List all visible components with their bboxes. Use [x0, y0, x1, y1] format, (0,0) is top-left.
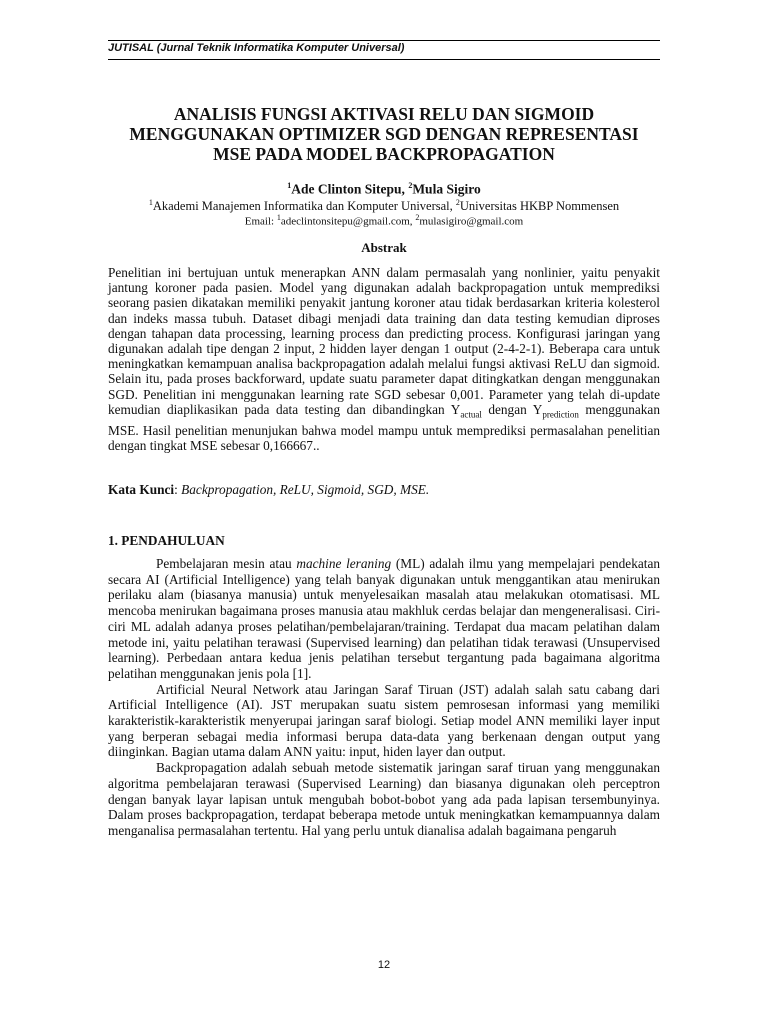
page-number: 12 [377, 959, 391, 971]
y-prediction-symbol: Y [532, 401, 543, 417]
section-heading-pendahuluan: 1. PENDAHULUAN [108, 533, 225, 548]
email-line [108, 211, 660, 229]
email-prefix: Email: [244, 215, 277, 228]
introduction-body [108, 556, 660, 839]
intro-paragraph-2: Artificial Neural Network atau Jaringan Saraf Tiruan (JST) adalah salah satu cabang dari Artificial Intelligence (AI). JST merupakan suatu sistem pemrosesan informasi yang memiliki karakteristik-karakteristik menyerupai jaringan saraf biologi. Setiap model ANN memiliki layer input yang berperan sebagai media informasi berupa data-data yang berkenaan dengan output yang diinginkan. Bagian utama dalam ANN yaitu: input, hiden layer dan output. [108, 681, 660, 760]
intro-p1-start: Pembelajaran mesin atau [156, 556, 297, 571]
affiliation-1: Akademi Manajemen Informatika dan Komputer Universal, [152, 199, 456, 214]
intro-p1-italic-term: machine leraning [296, 556, 392, 571]
abstract-heading: Abstrak [361, 240, 407, 255]
email2-superscript: 2 [415, 213, 420, 222]
keywords-colon: : [174, 482, 182, 497]
abstract-dengan: dengan [481, 401, 533, 417]
author-1: Ade Clinton Sitepu, [291, 181, 409, 197]
abstract-text-part1: Penelitian ini bertujuan untuk menerapkan ANN dalam permasalah yang nonlinier, yaitu penyakit jantung koroner pada pasien. Model yang digunakan adalah backpropagation untuk memprediksi seorang pasien dikatakan memiliki penyakit jantung koroner atau tidak berdasarkan kriteria kolesterol dan indeks massa tubuh. Dataset dibagi menjadi data training dan data testing kemudian diproses dengan tahapan data processing, learning process dan predicting process. Konfigurasi jaringan yang digunakan adalah tipe dengan 2 input, 2 hidden layer dengan 1 output (2-4-2-1). Beberapa cara untuk meningkatkan kemampuan analisa backpropagation adalah melalui fungsi aktivasi ReLU dan sigmoid. Selain itu, pada proses backforward, update suatu parameter dapat ditingkatkan dengan menggunakan SGD. Penelitian ini menggunakan learning rate SGD sebesar 0,001. Parameter yang telah di-update kemudian diaplikasikan pada data testing dan dibandingkan [108, 265, 660, 417]
title-line-2: MENGGUNAKAN OPTIMIZER SGD DENGAN REPRESENTASI [129, 124, 639, 144]
abstract-paragraph [108, 265, 660, 453]
affiliation2-superscript: 2 [455, 198, 460, 207]
prediction-subscript: prediction [542, 409, 579, 420]
keywords-label: Kata Kunci [108, 482, 175, 497]
title-line-3: MSE PADA MODEL BACKPROPAGATION [213, 144, 555, 164]
y-actual-symbol: Y [450, 401, 461, 417]
actual-subscript: actual [460, 409, 482, 420]
keywords [108, 482, 660, 498]
email1-superscript: 1 [276, 213, 281, 222]
keywords-text: Backpropagation, ReLU, Sigmoid, SGD, MSE. [181, 482, 430, 497]
author1-superscript: 1 [287, 181, 292, 190]
affiliation1-superscript: 1 [148, 198, 153, 207]
author-2: Mula Sigiro [412, 181, 481, 197]
intro-paragraph-3: Backpropagation adalah sebuah metode sistematik jaringan saraf tiruan yang menggunakan algoritma pembelajaran terawasi (Supervised Learning) dan biasanya digunakan oleh perceptron dengan banyak layar lapisan untuk mengubah bobot-bobot yang ada pada lapisan tersembunyinya. Dalam proses backpropagation, terdapat beberapa metode untuk meningkatkan kemampuannya dalam menganalisa permasalahan tertentu. Hal yang perlu untuk dianalisa adalah bagaimana pengaruh [108, 760, 660, 838]
abstract-body [108, 265, 660, 453]
abstract-text-part2: menggunakan MSE. Hasil penelitian menunjukan bahwa model mampu untuk memprediksi permasalahan penelitian dengan tingkat MSE sebesar 0,166667.. [108, 401, 660, 453]
header-rule-bottom [108, 59, 660, 60]
affiliation-2: Universitas HKBP Nommensen [459, 199, 620, 214]
intro-paragraph-1 [108, 556, 660, 682]
paper-title [100, 104, 668, 164]
email-2: mulasigiro@gmail.com [419, 215, 524, 228]
header-rule-top [108, 40, 660, 41]
author2-superscript: 2 [408, 181, 413, 190]
email-1: adeclintonsitepu@gmail.com, [280, 215, 416, 228]
journal-header: JUTISAL (Jurnal Teknik Informatika Komputer Universal) [108, 42, 405, 54]
intro-p1-rest: (ML) adalah ilmu yang mempelajari pendekatan secara AI (Artificial Intelligence) yang telah banyak digunakan untuk menggantikan atau menirukan perilaku alam (biasanya manusia) untuk menyelesaikan masalah atau melakukan otomatisasi. ML mencoba menirukan bagaimana proses manusia atau makhluk cerdas belajar dan mengeneralisasi. Ciri-ciri ML adalah adanya proses pelatihan/pembelajaran/training. Terdapat dua macam pelatihan dalam metode ini, yaitu pelatihan terawasi (Supervised learning) dan pelatihan tidak terawasi (Unsupervised learning). Perbedaan antara kedua jenis pelatihan tersebut tergantung pada bagaimana algoritma pelatihan menggunakan jenis pola [1]. [108, 556, 660, 681]
title-line-1: ANALISIS FUNGSI AKTIVASI RELU DAN SIGMOID [173, 104, 595, 124]
